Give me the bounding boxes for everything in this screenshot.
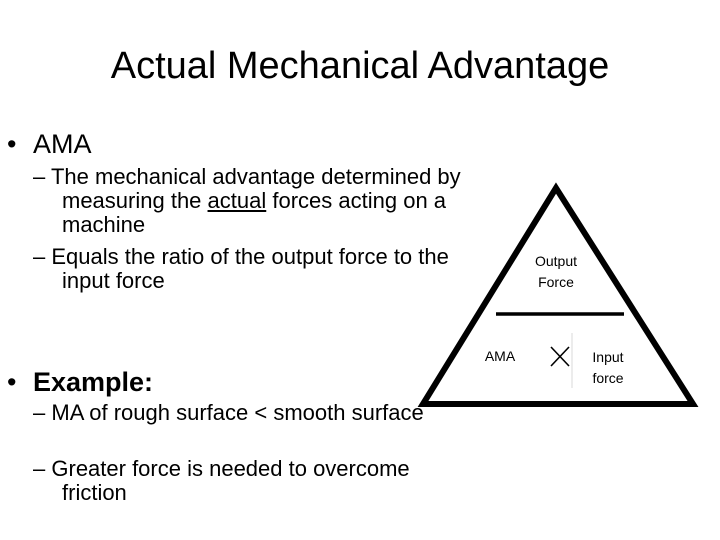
slide-title: Actual Mechanical Advantage: [110, 45, 610, 87]
sub-glyph: –: [33, 400, 46, 425]
subitem-text: MA of rough surface < smooth surface: [51, 400, 424, 425]
input-label-line2: force: [592, 370, 624, 386]
bullet-glyph: •: [7, 367, 17, 397]
subitem-text: Equals the ratio of the output force to the input force: [51, 244, 449, 293]
output-label-line2: Force: [538, 274, 574, 290]
subitem-text: forces acting on a machine: [62, 188, 447, 237]
bullet-label: Example:: [33, 367, 154, 397]
ama-label: AMA: [484, 348, 516, 364]
sub-glyph: –: [33, 456, 46, 481]
subitem-underlined-word: actual: [207, 188, 267, 213]
multiply-icon: [551, 347, 569, 366]
output-force-label: [520, 251, 592, 293]
bullet-glyph: •: [7, 129, 17, 159]
sub-glyph: –: [33, 164, 46, 189]
bullet-label: AMA: [33, 129, 92, 159]
subitem-text: Greater force is needed to overcome friction: [51, 456, 410, 505]
sub-glyph: –: [33, 244, 46, 269]
output-label-line1: Output: [534, 253, 578, 269]
triangle-outline: [423, 188, 693, 404]
input-force-label: [578, 347, 638, 389]
input-label-line1: Input: [592, 349, 624, 365]
subitem-text: The mechanical advantage determined by measuring the: [50, 164, 461, 213]
